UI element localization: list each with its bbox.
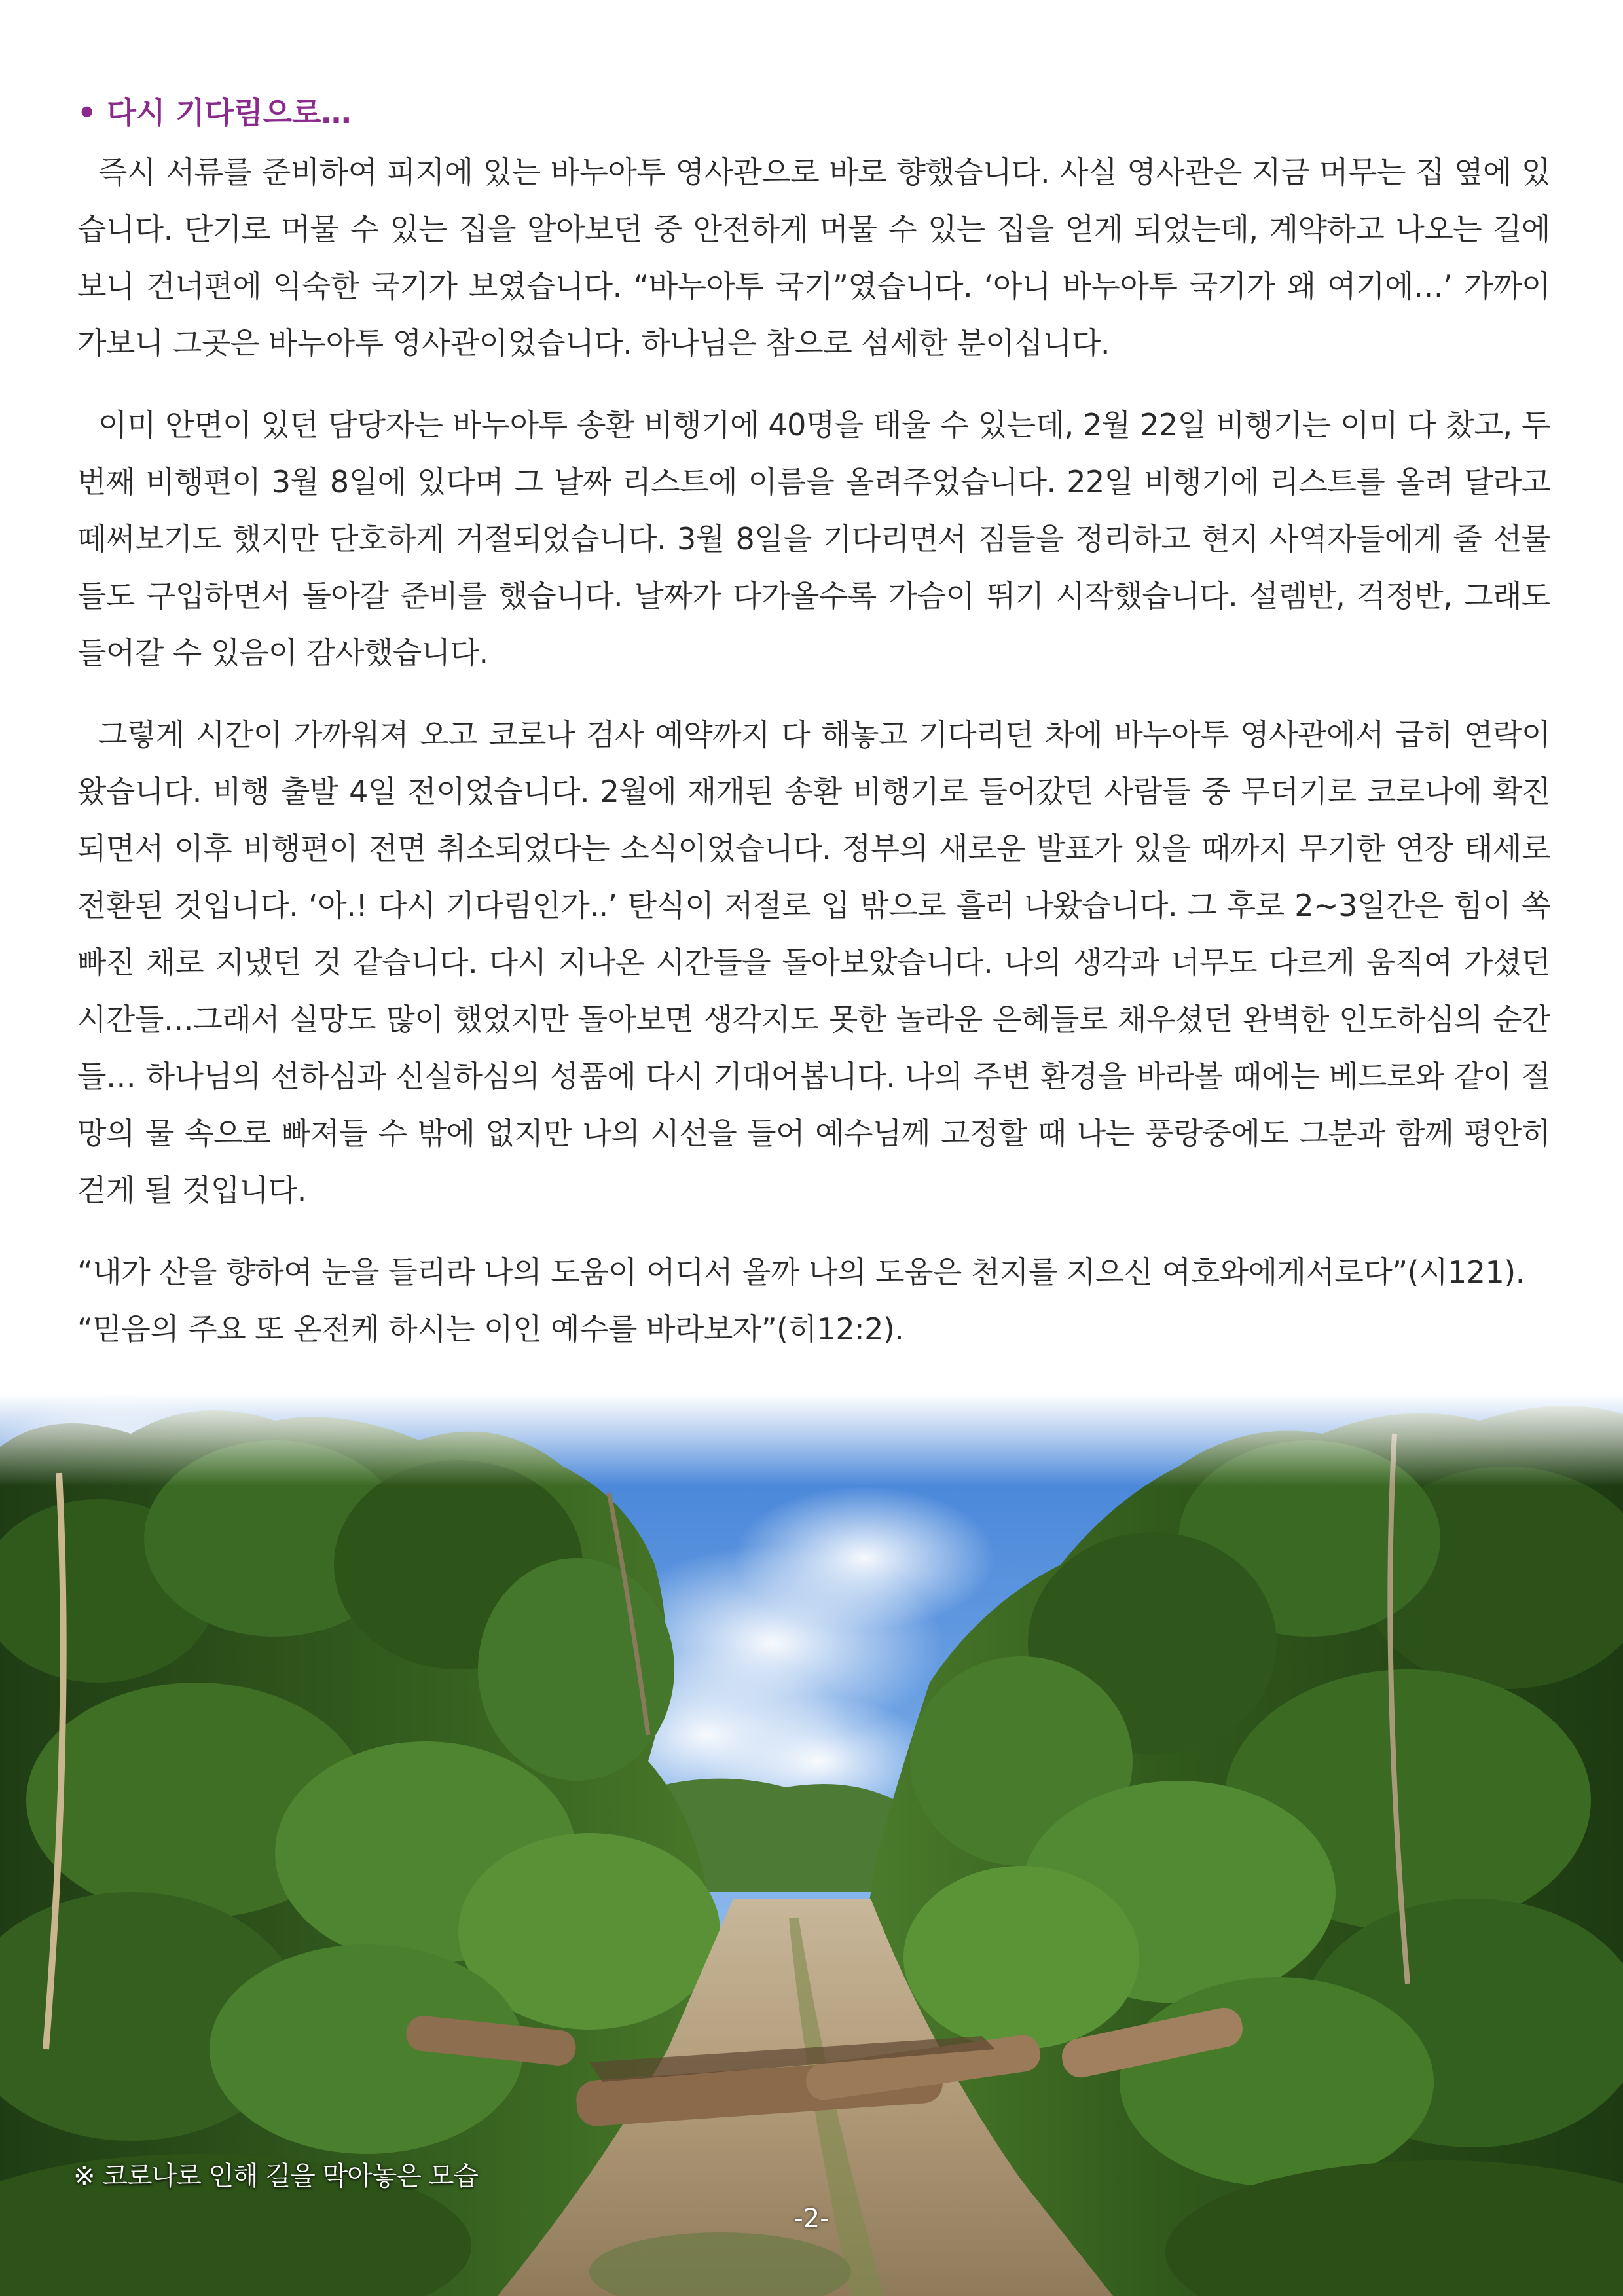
scripture-quote-1: “내가 산을 향하여 눈을 들리라 나의 도움이 어디서 올까 나의 도움은 천지를 지으신 여호와에게서로다”(시121). bbox=[77, 1254, 1525, 1290]
section-title: • 다시 기다림으로… bbox=[77, 95, 352, 130]
paragraph-2: 이미 안면이 있던 담당자는 바누아투 송환 비행기에 40명을 태울 수 있는데, 2월 22일 비행기는 이미 다 찼고, 두 번째 비행편이 3월 8일에 있다며 그 날짜 리스트에 이름을 올려주었습니다. 22일 비행기에 리스트를 올려 달라고 떼써보기도 했지만 단호하게 거절되었습니다. 3월 8일을 기다리면서 짐들을 정리하고 현지 사역자들에게 줄 선물들도 구입하면서 돌아갈 준비를 했습니다. 날짜가 다가올수록 가슴이 뛰기 시작했습니다. 설렘반, 걱정반, 그래도 들어갈 수 있음이 감사했습니다. bbox=[77, 407, 1550, 670]
page-number: -2- bbox=[793, 2204, 830, 2234]
paragraph-1: 즉시 서류를 준비하여 피지에 있는 바누아투 영사관으로 바로 향했습니다. 사실 영사관은 지금 머무는 집 옆에 있습니다. 단기로 머물 수 있는 집을 알아보던 중 안전하게 머물 수 있는 집을 얻게 되었는데, 계약하고 나오는 길에 보니 건너편에 익숙한 국기가 보였습니다. “바누아투 국기”였습니다. ‘아니 바누아투 국기가 왜 여기에…’ 가까이 가보니 그곳은 바누아투 영사관이었습니다. 하나님은 참으로 섬세한 분이십니다. bbox=[77, 155, 1550, 361]
scripture-quotes bbox=[77, 1244, 1550, 1358]
paragraph-3: 그렇게 시간이 가까워져 오고 코로나 검사 예약까지 다 해놓고 기다리던 차에 바누아투 영사관에서 급히 연락이 왔습니다. 비행 출발 4일 전이었습니다. 2월에 재개된 송환 비행기로 들어갔던 사람들 중 무더기로 코로나에 확진되면서 이후 비행편이 전면 취소되었다는 소식이었습니다. 정부의 새로운 발표가 있을 때까지 무기한 연장 태세로 전환된 것입니다. ‘아.! 다시 기다림인가..’ 탄식이 저절로 입 밖으로 흘러 나왔습니다. 그 후로 2~3일간은 힘이 쏙 빠진 채로 지냈던 것 같습니다. 다시 지나온 시간들을 돌아보았습니다. 나의 생각과 너무도 다르게 움직여 가셨던 시간들…그래서 실망도 많이 했었지만 돌아보면 생각지도 못한 놀라운 은혜들로 채우셨던 완벽한 인도하심의 순간들… 하나님의 선하심과 신실하심의 성품에 다시 기대어봅니다. 나의 주변 환경을 바라볼 때에는 베드로와 같이 절망의 물 속으로 빠져들 수 밖에 없지만 나의 시선을 들어 예수님께 고정할 때 나는 풍랑중에도 그분과 함께 평안히 걷게 될 것입니다. bbox=[77, 717, 1550, 1208]
photo-top-fade bbox=[0, 1394, 1623, 1486]
scripture-quote-2: “믿음의 주요 또 온전케 하시는 이인 예수를 바라보자”(히12:2). bbox=[77, 1311, 904, 1347]
article-body bbox=[77, 85, 1550, 1358]
photo-caption: ※ 코로나로 인해 길을 막아놓은 모습 bbox=[73, 2161, 479, 2191]
